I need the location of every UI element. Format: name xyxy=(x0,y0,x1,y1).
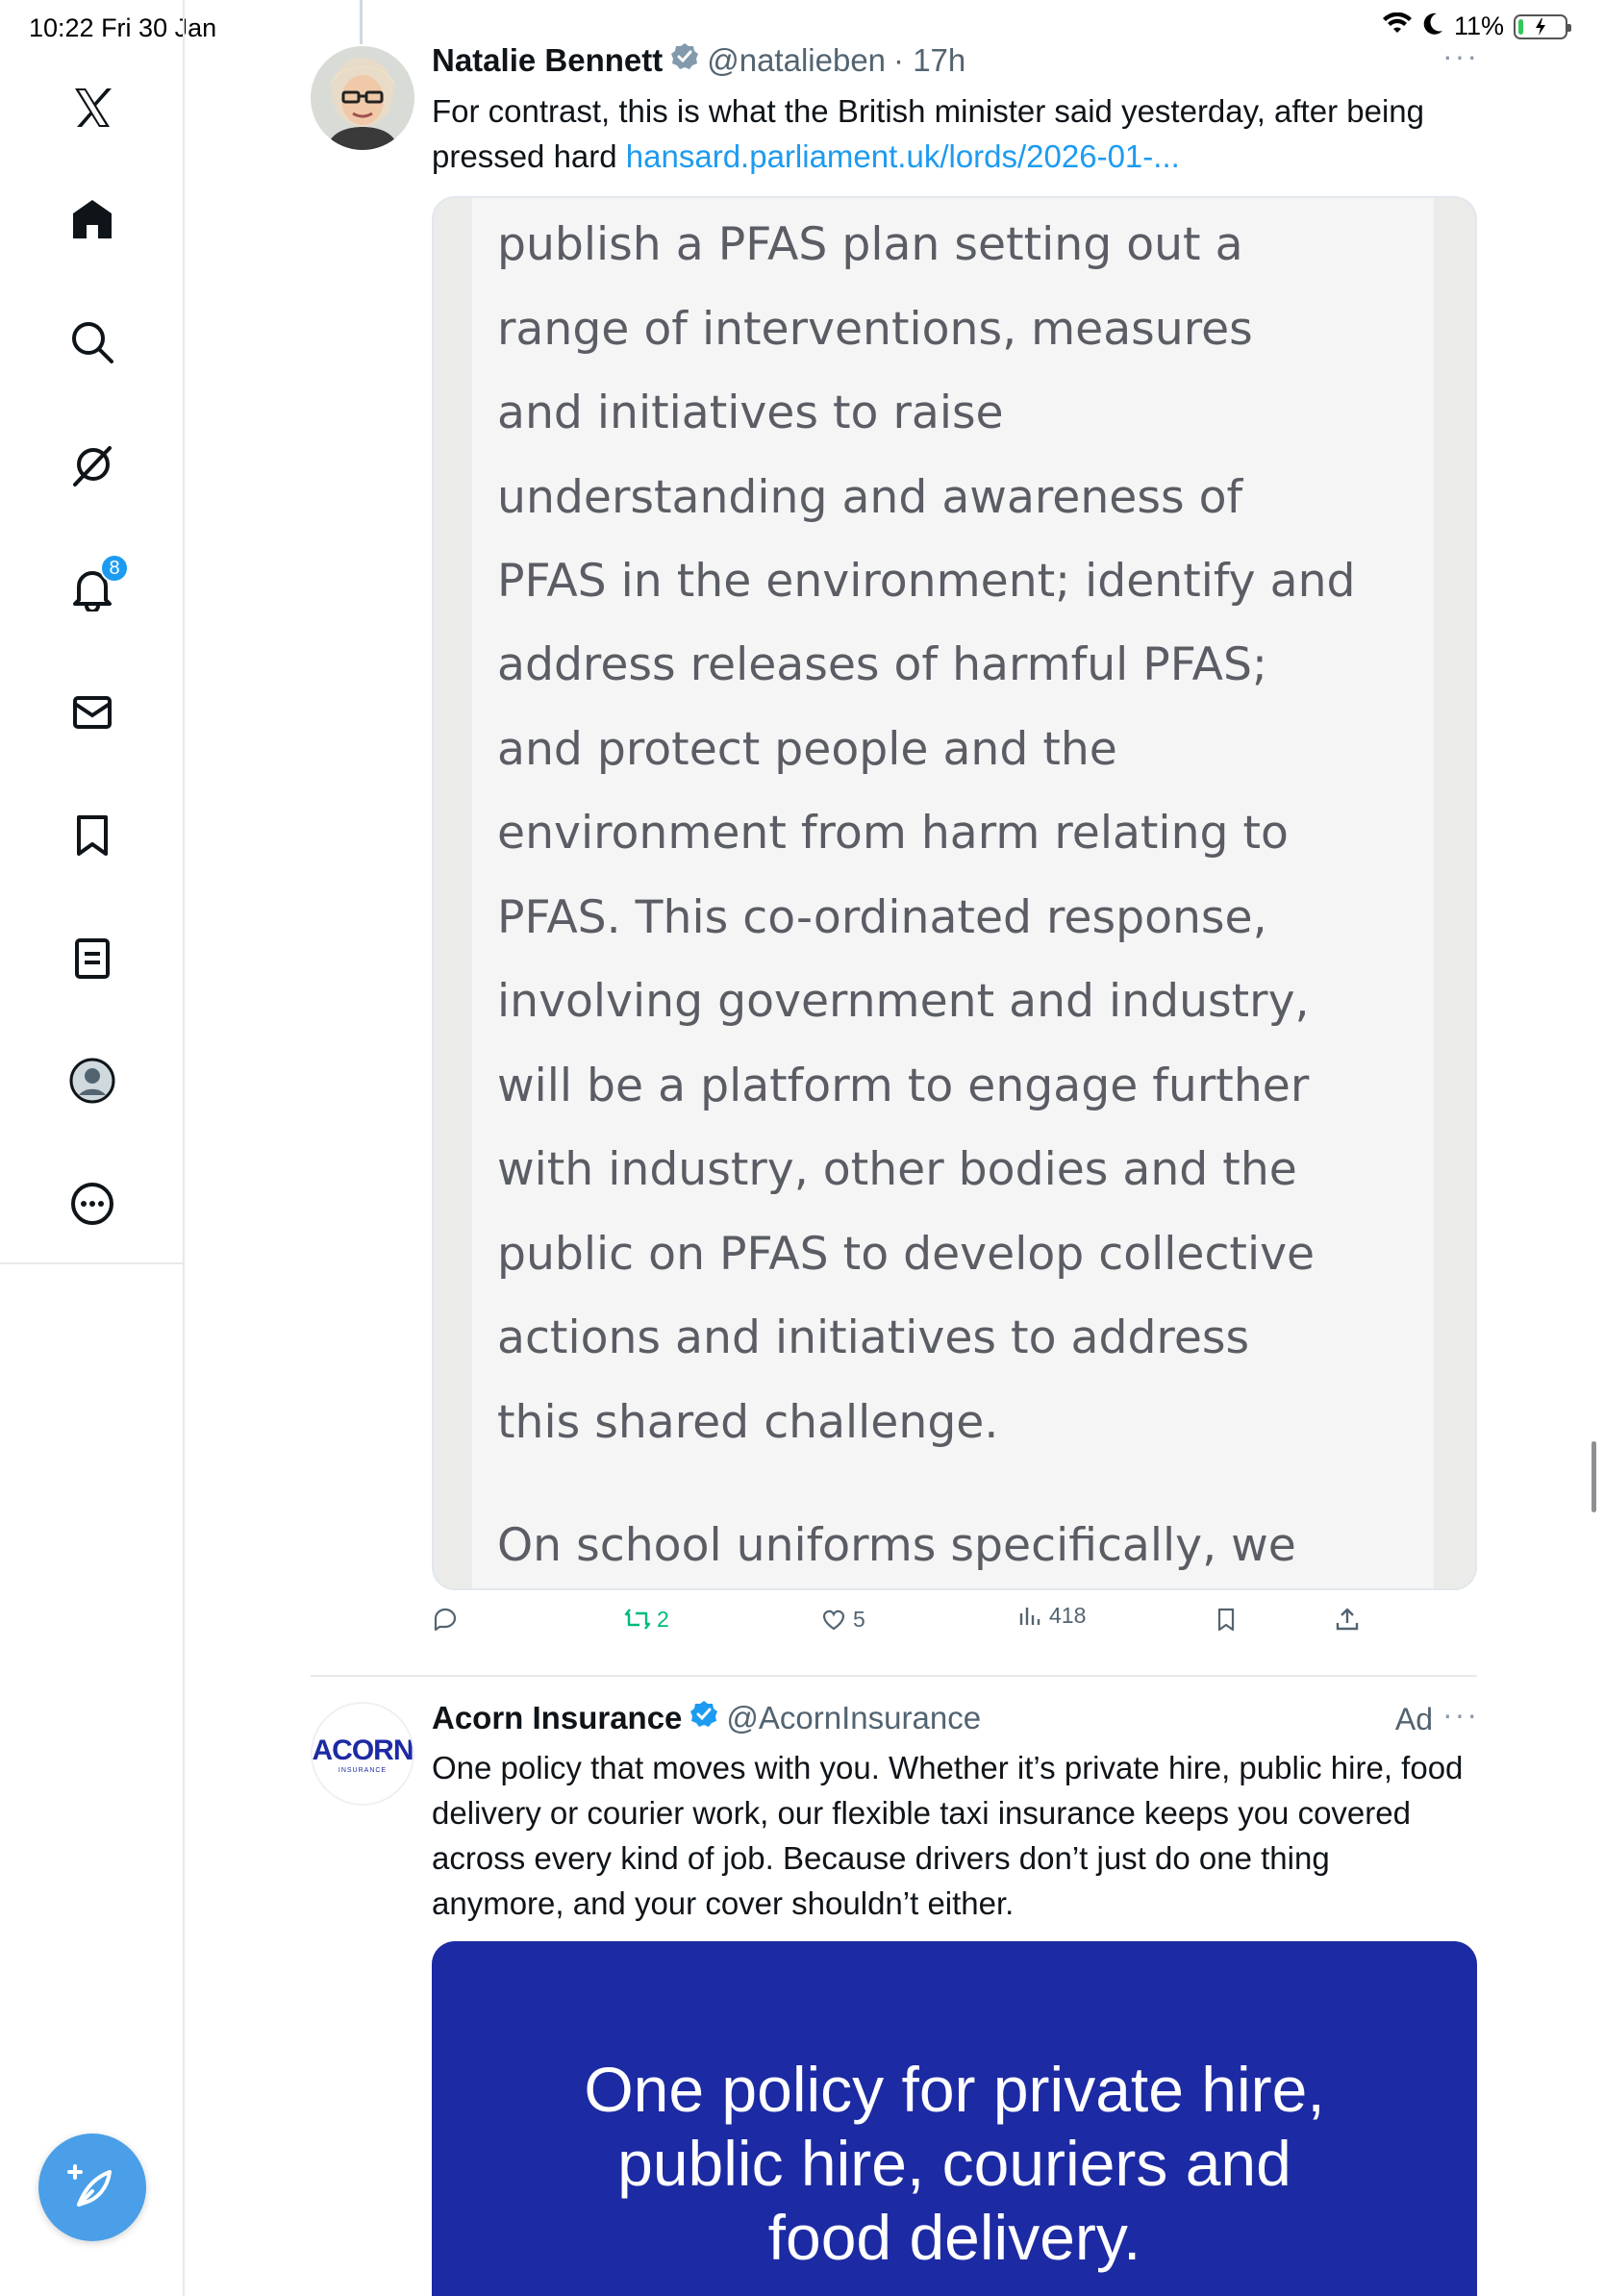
document-line: range of interventions, measures xyxy=(497,302,1253,356)
tweet-link[interactable]: hansard.parliament.uk/lords/2026-01-... xyxy=(625,138,1180,174)
more-icon[interactable] xyxy=(60,1171,125,1236)
status-time: 10:22 Fri 30 Jan xyxy=(29,13,217,42)
retweet-button[interactable] xyxy=(624,1606,669,1633)
tweet-time[interactable]: · 17h xyxy=(893,42,966,78)
bookmark-icon[interactable] xyxy=(60,802,125,867)
more-options-icon[interactable]: ··· xyxy=(1442,38,1479,73)
verified-icon xyxy=(689,1700,718,1736)
retweet-icon xyxy=(624,1606,651,1633)
ad-headline-line: food delivery. xyxy=(767,2202,1141,2273)
lists-icon[interactable] xyxy=(60,925,125,990)
verified-icon xyxy=(670,42,699,79)
bell-icon[interactable] xyxy=(60,556,125,621)
views-icon xyxy=(1016,1602,1043,1629)
tweet-divider xyxy=(311,1675,1477,1677)
battery-percent: 11% xyxy=(1453,12,1504,40)
home-icon[interactable] xyxy=(60,187,125,252)
bookmark-button[interactable] xyxy=(1213,1606,1240,1633)
advertiser-handle[interactable]: @AcornInsurance xyxy=(726,1700,982,1735)
ad-headline-line: public hire, couriers and xyxy=(617,2128,1291,2199)
x-logo-icon[interactable] xyxy=(60,75,125,140)
document-line: and protect people and the xyxy=(497,723,1117,777)
document-line: and initiatives to raise xyxy=(497,387,1004,440)
bookmark-icon xyxy=(1213,1606,1240,1633)
reply-button[interactable] xyxy=(432,1606,459,1633)
tweet-body: For contrast, this is what the British minister said yesterday, after being pressed hard xyxy=(432,93,1424,174)
document-line: public on PFAS to develop collective xyxy=(497,1228,1316,1281)
logo-subtext: INSURANCE xyxy=(338,1766,388,1774)
document-line: will be a platform to engage further xyxy=(497,1060,1310,1112)
ad-label: Ad xyxy=(1394,1702,1433,1736)
profile-icon[interactable] xyxy=(60,1048,125,1113)
heart-icon xyxy=(820,1606,847,1633)
search-icon[interactable] xyxy=(60,310,125,375)
tweet-header xyxy=(432,42,965,79)
document-line: PFAS in the environment; identify and xyxy=(497,555,1356,609)
advertiser-logo[interactable] xyxy=(311,1702,414,1806)
scrollbar[interactable] xyxy=(1591,1441,1596,1512)
tweet-actions xyxy=(432,1602,1451,1650)
document-line: understanding and awareness of xyxy=(497,470,1243,524)
document-line: address releases of harmful PFAS; xyxy=(497,638,1267,692)
battery-fill xyxy=(1518,19,1523,35)
moon-icon xyxy=(1421,12,1444,41)
grok-icon[interactable] xyxy=(60,433,125,498)
view-count: 418 xyxy=(1049,1602,1087,1628)
views-button[interactable] xyxy=(1016,1602,1086,1629)
advertiser-name[interactable]: Acorn Insurance xyxy=(432,1700,683,1735)
status-icons xyxy=(1383,12,1567,41)
ad-media[interactable] xyxy=(432,1941,1477,2296)
ad-header xyxy=(432,1700,981,1736)
retweet-count: 2 xyxy=(657,1606,669,1632)
document-line: environment from harm relating to xyxy=(497,807,1289,861)
document-line: with industry, other bodies and the xyxy=(497,1143,1297,1197)
ad-headline-line: One policy for private hire, xyxy=(584,2054,1325,2125)
tweet-media[interactable] xyxy=(432,196,1477,1590)
wifi-icon xyxy=(1383,12,1412,40)
sidebar xyxy=(0,0,185,2296)
document-line: publish a PFAS plan setting out a xyxy=(497,218,1243,272)
ad-text: One policy that moves with you. Whether it’s private hire, public hire, food delivery or courier work, our flexible taxi insurance keeps you covered across every kind of job. Because drivers don’t just do one thing anymore, and your cover shouldn’t either. xyxy=(432,1750,1464,1921)
thread-line xyxy=(360,0,363,44)
mail-icon[interactable] xyxy=(60,679,125,744)
battery-icon xyxy=(1514,14,1567,39)
like-button[interactable] xyxy=(820,1606,865,1633)
document-line: this shared challenge. xyxy=(497,1396,999,1449)
notification-badge: 8 xyxy=(100,554,129,583)
avatar[interactable] xyxy=(311,46,414,150)
author-handle[interactable]: @natalieben xyxy=(707,42,887,78)
reply-icon xyxy=(432,1606,459,1633)
ad-media-headline xyxy=(432,2053,1477,2275)
document-line: actions and initiatives to address xyxy=(497,1311,1250,1365)
like-count: 5 xyxy=(853,1606,865,1632)
compose-icon xyxy=(65,2160,119,2214)
document-line: PFAS. This co-ordinated response, xyxy=(497,891,1267,945)
more-options-icon[interactable]: ··· xyxy=(1442,1697,1479,1732)
document-line: involving government and industry, xyxy=(497,975,1310,1029)
share-icon xyxy=(1334,1606,1361,1633)
share-button[interactable] xyxy=(1334,1606,1361,1633)
author-name[interactable]: Natalie Bennett xyxy=(432,42,664,78)
document-line: On school uniforms specifically, we xyxy=(497,1519,1296,1573)
tweet-text xyxy=(432,88,1470,179)
sidebar-divider xyxy=(0,1262,185,1264)
logo-text: ACORN xyxy=(312,1734,414,1766)
compose-button[interactable] xyxy=(38,2134,146,2241)
